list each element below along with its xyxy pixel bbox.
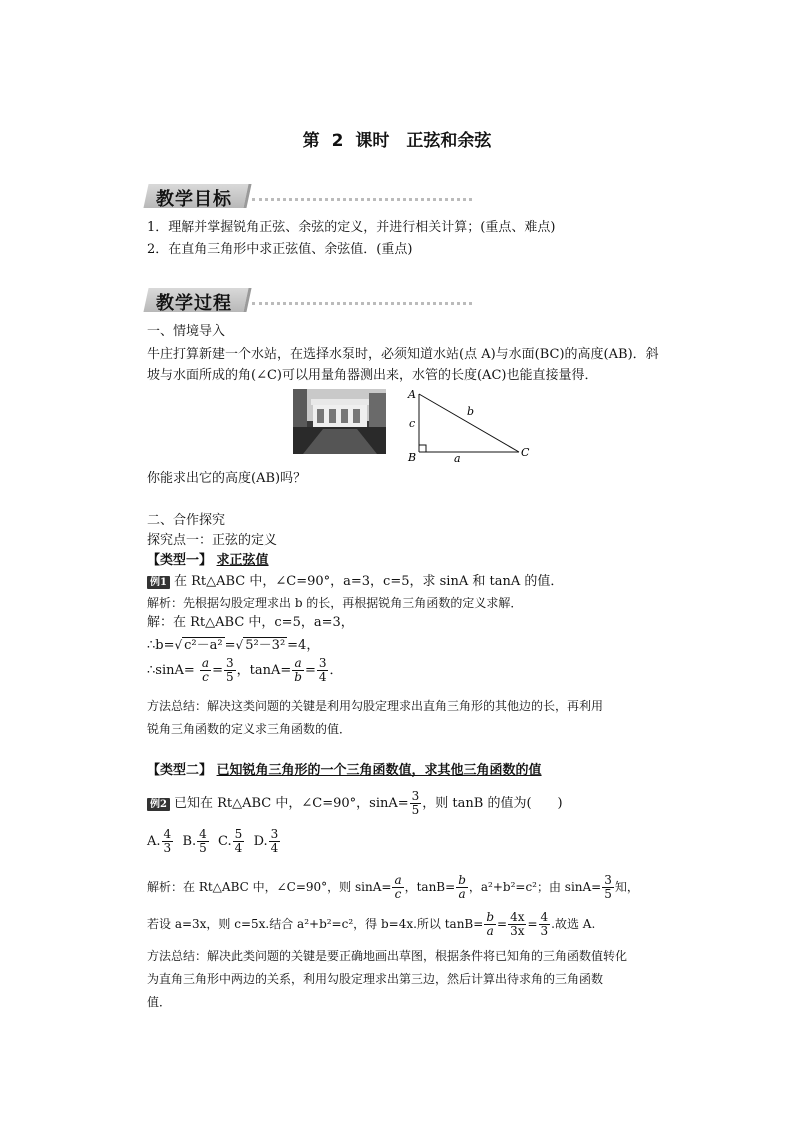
example1-summary-line1: 方法总结：解决这类问题的关键是利用勾股定理求出直角三角形的其他边的长，再利用 xyxy=(147,699,604,713)
explore-heading: 二、合作探究 xyxy=(147,513,226,528)
example2-summary-line3: 值． xyxy=(147,995,172,1009)
example2-options xyxy=(147,828,281,855)
example2-summary-line2: 为直角三角形中两边的关系，利用勾股定理求出第三边，然后计算出待求角的三角函数 xyxy=(147,972,604,986)
example1-solution-line1: 解：在 Rt△ABC 中，c=5，a=3， xyxy=(147,615,354,630)
example1-analysis: 解析：先根据勾股定理求出 b 的长，再根据锐角三角函数的定义求解． xyxy=(147,596,523,610)
example2-summary-line1: 方法总结：解决此类问题的关键是要正确地画出草图，根据条件将已知角的三角函数值转化 xyxy=(147,949,628,963)
example2-tag: 例2 xyxy=(147,798,170,811)
vertex-C-label: C xyxy=(521,446,530,459)
type2-header xyxy=(147,762,542,780)
page-title: 第 2 课时 正弦和余弦 xyxy=(302,131,492,151)
type2-bracket: 【类型二】 xyxy=(147,763,213,778)
explore-point-title: 探究点一：正弦的定义 xyxy=(147,533,278,548)
example1-solution-line3: ∴sinA= $\frac{a}{c}$ = $\frac{3}{5}$ ，tanA= $\frac{a}{b}$ = $\frac{3}{4}$ ． xyxy=(147,656,343,684)
example2-question: 例2 已知在 Rt△ABC 中，∠C=90°，sinA= $\frac{3}{5}$ ，则 tanB 的值为( ) xyxy=(147,790,563,817)
example1-tag: 例1 xyxy=(147,576,170,589)
option-D: D. $\frac{3}{4}$ xyxy=(253,827,279,855)
process-section-header xyxy=(146,288,472,314)
goal-item: 1．理解并掌握锐角正弦、余弦的定义，并进行相关计算；(重点、难点) xyxy=(147,220,556,235)
process-section-title: 教学过程 xyxy=(156,293,232,314)
fraction: $\frac{a}{b}$ xyxy=(294,656,302,684)
fraction: $\frac{3}{5}$ xyxy=(411,789,420,817)
intro-paragraph-line1: 牛庄打算新建一个水站，在选择水泵时，必须知道水站(点 A)与水面(BC)的高度(AB)．斜 xyxy=(147,347,659,362)
option-A: A. $\frac{4}{3}$ xyxy=(147,827,172,855)
type1-bracket: 【类型一】 xyxy=(147,553,213,568)
example1-solution-line2: ∴b=√ c²－a² =√ 5²－3² =4， xyxy=(147,638,320,653)
example2-analysis-line2: 若设 a=3x，则 c=5x.结合 a²+b²=c²，得 b=4x.所以 tanB= $\frac{b}{a}$ = $\frac{4x}{3x}$ = $\frac{4}{3}$ .故选 A. xyxy=(147,910,596,938)
vertex-A-label: A xyxy=(408,388,416,401)
side-b-label: b xyxy=(467,405,475,418)
intro-paragraph-line2: 坡与水面所成的角(∠C)可以用量角器测出来，水管的长度(AC)也能直接量得． xyxy=(147,368,598,383)
vertex-B-label: B xyxy=(408,451,417,464)
option-C: C. $\frac{5}{4}$ xyxy=(218,827,243,855)
side-a-label: a xyxy=(454,452,461,464)
goal-item: 2．在直角三角形中求正弦值、余弦值．(重点) xyxy=(147,242,413,257)
fraction: $\frac{3}{4}$ xyxy=(318,656,327,684)
goals-section-header xyxy=(146,184,472,210)
goals-section-title: 教学目标 xyxy=(156,189,232,210)
type1-header xyxy=(147,552,269,570)
type1-title: 求正弦值 xyxy=(216,553,269,568)
water-station-photo xyxy=(293,389,386,454)
example1-summary-line2: 锐角三角函数的定义求三角函数的值． xyxy=(147,722,352,736)
side-c-label: c xyxy=(409,417,416,430)
right-triangle-diagram xyxy=(404,386,534,464)
intro-question: 你能求出它的高度(AB)吗？ xyxy=(147,471,307,486)
fraction: $\frac{3}{5}$ xyxy=(225,656,234,684)
fraction: $\frac{a}{c}$ xyxy=(201,656,210,684)
example1-question: 例1 在 Rt△ABC 中，∠C=90°，a=3，c=5，求 sinA 和 tanA 的值． xyxy=(147,573,563,591)
option-B: B. $\frac{4}{5}$ xyxy=(182,827,207,855)
intro-heading: 一、情境导入 xyxy=(147,324,226,339)
type2-title: 已知锐角三角形的一个三角函数值，求其他三角函数的值 xyxy=(216,763,542,778)
example2-analysis-line1: 解析：在 Rt△ABC 中，∠C=90°，则 sinA= $\frac{a}{c}$ ，tanB= $\frac{b}{a}$ ，a²+b²=c²；由 sinA= $\frac{3}{5}$ 知， xyxy=(147,873,639,901)
